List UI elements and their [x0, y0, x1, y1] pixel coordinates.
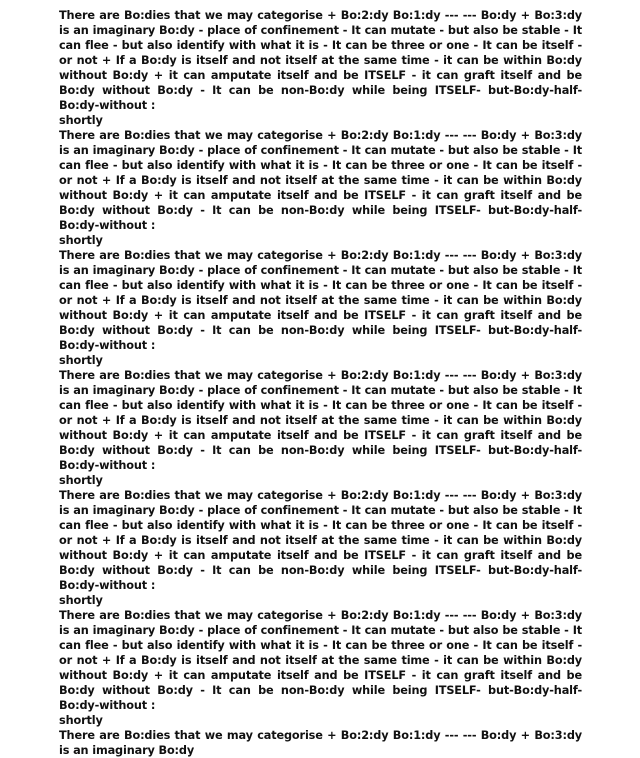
stanza-1: [59, 8, 582, 128]
stanza-4-tail: shortly: [59, 474, 103, 487]
stanza-6-text: There are Bo:dies that we may categorise + Bo:2:dy Bo:1:dy --- --- Bo:dy + Bo:3:dy is an imaginary Bo:dy - place of confinement - It can mutate - but also be stable - It can flee - but also identify with what it is - It can be three or one - It can be itself - or not + If a Bo:dy is itself and not itself at the same time - it can be within Bo:dy without Bo:dy + it can amputate itself and be ITSELF - it can graft itself and be Bo:dy without Bo:dy - It can be non-Bo:dy while being ITSELF- but-Bo:dy-half-Bo:dy-without :: [59, 609, 582, 712]
stanza-1-tail: shortly: [59, 114, 103, 127]
stanza-2-text: There are Bo:dies that we may categorise + Bo:2:dy Bo:1:dy --- --- Bo:dy + Bo:3:dy is an imaginary Bo:dy - place of confinement - It can mutate - but also be stable - It can flee - but also identify with what it is - It can be three or one - It can be itself - or not + If a Bo:dy is itself and not itself at the same time - it can be within Bo:dy without Bo:dy + it can amputate itself and be ITSELF - it can graft itself and be Bo:dy without Bo:dy - It can be non-Bo:dy while being ITSELF- but-Bo:dy-half-Bo:dy-without :: [59, 129, 582, 232]
stanza-1-text: There are Bo:dies that we may categorise + Bo:2:dy Bo:1:dy --- --- Bo:dy + Bo:3:dy is an imaginary Bo:dy - place of confinement - It can mutate - but also be stable - It can flee - but also identify with what it is - It can be three or one - It can be itself - or not + If a Bo:dy is itself and not itself at the same time - it can be within Bo:dy without Bo:dy + it can amputate itself and be ITSELF - it can graft itself and be Bo:dy without Bo:dy - It can be non-Bo:dy while being ITSELF- but-Bo:dy-half-Bo:dy-without :: [59, 9, 582, 112]
stanza-4: [59, 368, 582, 488]
stanza-2: [59, 128, 582, 248]
stanza-6-tail: shortly: [59, 714, 103, 727]
stanza-5-text: There are Bo:dies that we may categorise + Bo:2:dy Bo:1:dy --- --- Bo:dy + Bo:3:dy is an imaginary Bo:dy - place of confinement - It can mutate - but also be stable - It can flee - but also identify with what it is - It can be three or one - It can be itself - or not + If a Bo:dy is itself and not itself at the same time - it can be within Bo:dy without Bo:dy + it can amputate itself and be ITSELF - it can graft itself and be Bo:dy without Bo:dy - It can be non-Bo:dy while being ITSELF- but-Bo:dy-half-Bo:dy-without :: [59, 489, 582, 592]
stanza-3-text: There are Bo:dies that we may categorise + Bo:2:dy Bo:1:dy --- --- Bo:dy + Bo:3:dy is an imaginary Bo:dy - place of confinement - It can mutate - but also be stable - It can flee - but also identify with what it is - It can be three or one - It can be itself - or not + If a Bo:dy is itself and not itself at the same time - it can be within Bo:dy without Bo:dy + it can amputate itself and be ITSELF - it can graft itself and be Bo:dy without Bo:dy - It can be non-Bo:dy while being ITSELF- but-Bo:dy-half-Bo:dy-without :: [59, 249, 582, 352]
stanza-2-tail: shortly: [59, 234, 103, 247]
stanza-5-tail: shortly: [59, 594, 103, 607]
stanza-5: [59, 488, 582, 608]
stanza-4-text: There are Bo:dies that we may categorise + Bo:2:dy Bo:1:dy --- --- Bo:dy + Bo:3:dy is an imaginary Bo:dy - place of confinement - It can mutate - but also be stable - It can flee - but also identify with what it is - It can be three or one - It can be itself - or not + If a Bo:dy is itself and not itself at the same time - it can be within Bo:dy without Bo:dy + it can amputate itself and be ITSELF - it can graft itself and be Bo:dy without Bo:dy - It can be non-Bo:dy while being ITSELF- but-Bo:dy-half-Bo:dy-without :: [59, 369, 582, 472]
stanza-6: [59, 608, 582, 728]
stanza-3: [59, 248, 582, 368]
stanza-7-text: There are Bo:dies that we may categorise + Bo:2:dy Bo:1:dy --- --- Bo:dy + Bo:3:dy is an imaginary Bo:dy: [59, 729, 582, 757]
document-text-block: [59, 8, 582, 758]
stanza-3-tail: shortly: [59, 354, 103, 367]
stanza-7: [59, 728, 582, 758]
